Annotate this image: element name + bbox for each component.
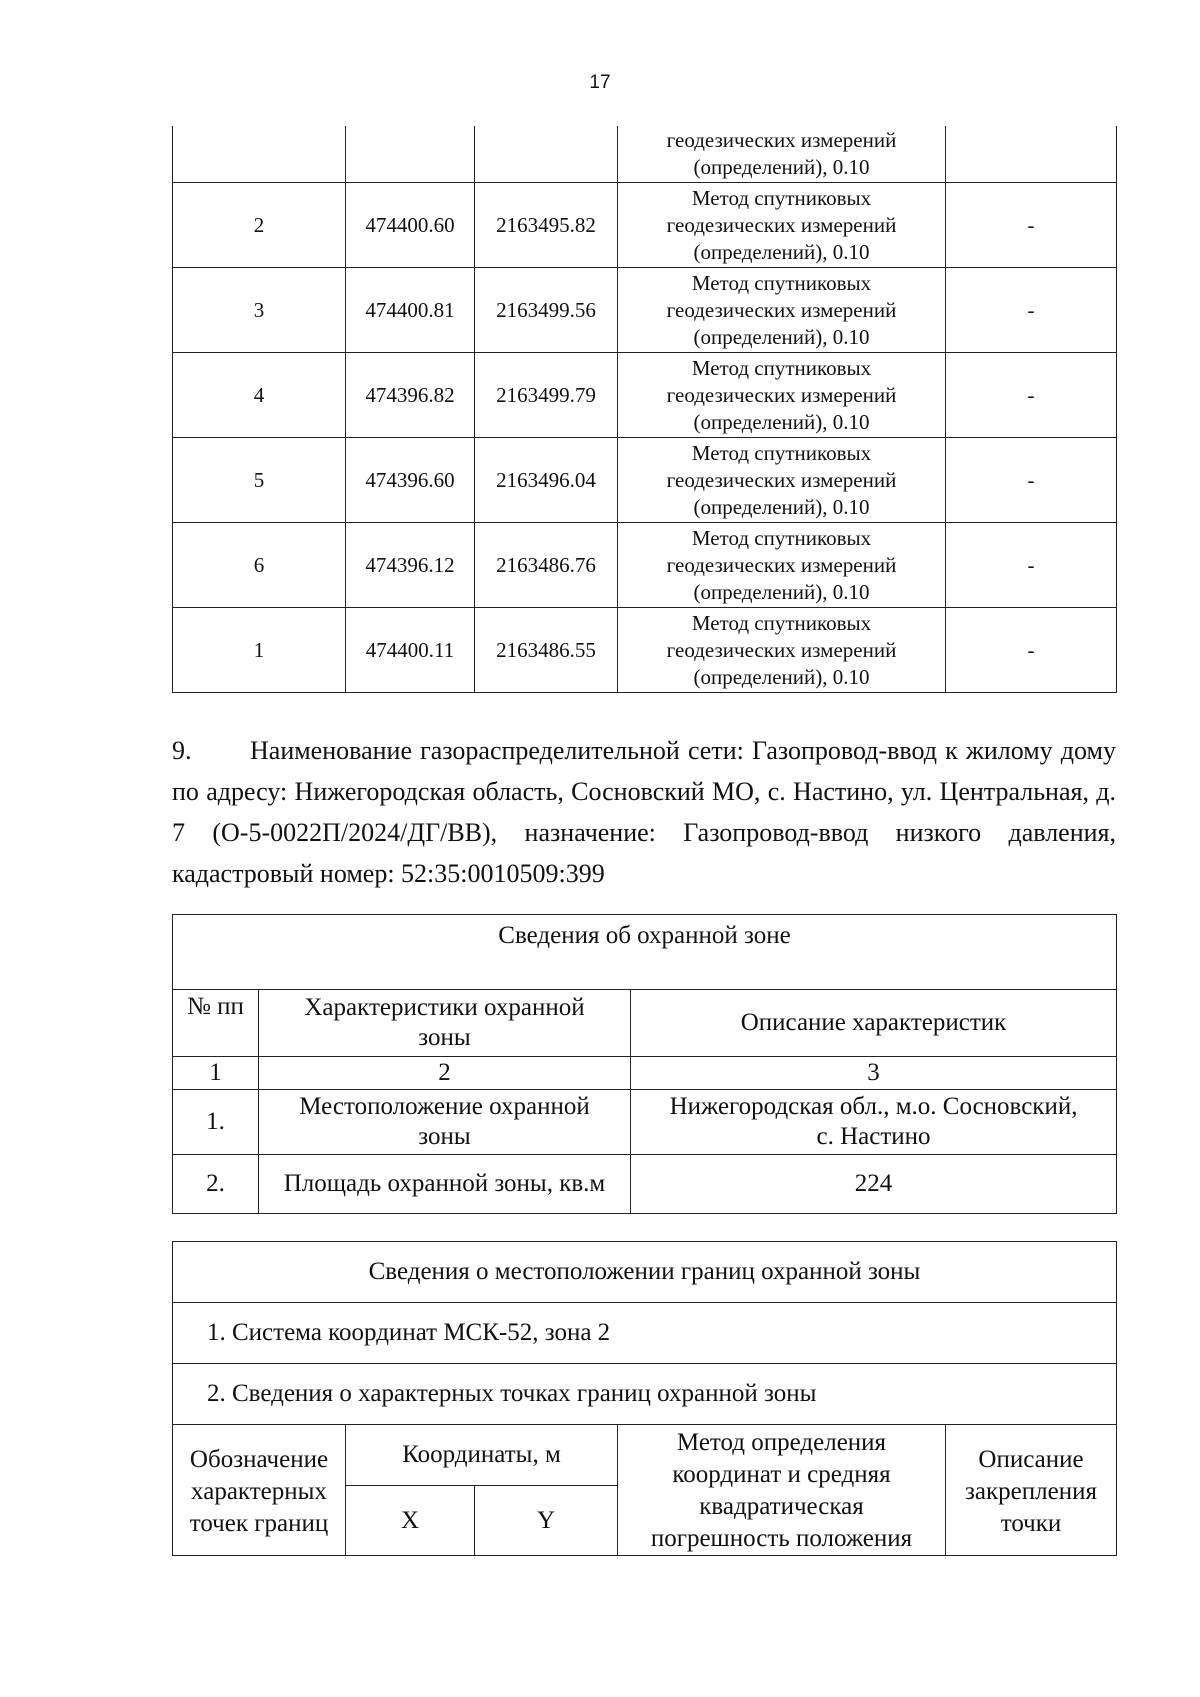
desc-cell: - bbox=[946, 353, 1117, 438]
x-cell: 474400.60 bbox=[346, 183, 475, 268]
header-x: X bbox=[346, 1486, 475, 1556]
section-paragraph bbox=[172, 730, 1116, 894]
x-cell: 474400.81 bbox=[346, 268, 475, 353]
table-title: Сведения об охранной зоне bbox=[173, 915, 1117, 990]
table-title: Сведения о местоположении границ охранной зоны bbox=[173, 1242, 1117, 1303]
y-cell: 2163486.76 bbox=[475, 523, 618, 608]
header-num: № пп bbox=[173, 990, 259, 1057]
table-row bbox=[173, 1364, 1117, 1425]
y-cell: 2163486.55 bbox=[475, 608, 618, 693]
protection-zone-table bbox=[172, 914, 1117, 1214]
desc-cell: - bbox=[946, 183, 1117, 268]
row-characteristic: Площадь охранной зоны, кв.м bbox=[259, 1155, 631, 1214]
desc-cell: - bbox=[946, 523, 1117, 608]
desc-cell: - bbox=[946, 608, 1117, 693]
coordinates-table bbox=[172, 126, 1117, 693]
table-row bbox=[173, 1155, 1117, 1214]
x-cell: 474396.12 bbox=[346, 523, 475, 608]
row-num: 2. bbox=[173, 1155, 259, 1214]
header-y: Y bbox=[475, 1486, 618, 1556]
point-cell: 3 bbox=[173, 268, 346, 353]
header-method: Метод определения координат и средняя квадратическая погрешность положения bbox=[618, 1425, 946, 1556]
coordinate-system-line: 1. Система координат МСК-52, зона 2 bbox=[173, 1303, 1117, 1364]
index-cell: 1 bbox=[173, 1057, 259, 1090]
row-characteristic: Местоположение охранной зоны bbox=[259, 1090, 631, 1155]
boundaries-table bbox=[172, 1241, 1117, 1556]
point-cell: 2 bbox=[173, 183, 346, 268]
x-cell bbox=[346, 126, 475, 183]
point-cell: 6 bbox=[173, 523, 346, 608]
method-cell: Метод спутниковых геодезических измерений (определений), 0.10 bbox=[618, 183, 946, 268]
y-cell: 2163499.79 bbox=[475, 353, 618, 438]
table-row bbox=[173, 523, 1117, 608]
table-row bbox=[173, 1303, 1117, 1364]
x-cell: 474396.60 bbox=[346, 438, 475, 523]
table-row bbox=[173, 1090, 1117, 1155]
row-description: Нижегородская обл., м.о. Сосновский, с. Настино bbox=[631, 1090, 1117, 1155]
desc-cell: - bbox=[946, 268, 1117, 353]
desc-cell bbox=[946, 126, 1117, 183]
index-cell: 3 bbox=[631, 1057, 1117, 1090]
point-cell: 5 bbox=[173, 438, 346, 523]
table-header-row bbox=[173, 990, 1117, 1057]
y-cell: 2163496.04 bbox=[475, 438, 618, 523]
row-description: 224 bbox=[631, 1155, 1117, 1214]
header-point: Обозначение характерных точек границ bbox=[173, 1425, 346, 1556]
row-num: 1. bbox=[173, 1090, 259, 1155]
method-cell: Метод спутниковых геодезических измерений (определений), 0.10 bbox=[618, 523, 946, 608]
table-row bbox=[173, 268, 1117, 353]
header-characteristics: Характеристики охранной зоны bbox=[259, 990, 631, 1057]
table-row bbox=[173, 915, 1117, 990]
header-description: Описание закрепления точки bbox=[946, 1425, 1117, 1556]
point-cell: 1 bbox=[173, 608, 346, 693]
x-cell: 474400.11 bbox=[346, 608, 475, 693]
method-cell: Метод спутниковых геодезических измерений (определений), 0.10 bbox=[618, 438, 946, 523]
point-cell bbox=[173, 126, 346, 183]
desc-cell: - bbox=[946, 438, 1117, 523]
y-cell bbox=[475, 126, 618, 183]
table-row bbox=[173, 1242, 1117, 1303]
header-coordinates: Координаты, м bbox=[346, 1425, 618, 1486]
points-info-line: 2. Сведения о характерных точках границ охранной зоны bbox=[173, 1364, 1117, 1425]
section-number: 9. bbox=[172, 736, 192, 765]
x-cell: 474396.82 bbox=[346, 353, 475, 438]
index-cell: 2 bbox=[259, 1057, 631, 1090]
section-text: Наименование газораспределительной сети: Газопровод-ввод к жилому дому по адресу: Нижегородская область, Сосновский МО, с. Настино, ул. Центральная, д. 7 (О-5-0022П/2024/ДГ/ВВ), назначение: Газопровод-ввод низкого давления, кадастровый номер: 52:35:0010509:399 bbox=[172, 736, 1116, 888]
method-cell: Метод спутниковых геодезических измерений (определений), 0.10 bbox=[618, 353, 946, 438]
y-cell: 2163499.56 bbox=[475, 268, 618, 353]
method-cell: геодезических измерений (определений), 0.10 bbox=[618, 126, 946, 183]
table-header-row bbox=[173, 1425, 1117, 1486]
table-row bbox=[173, 126, 1117, 183]
method-cell: Метод спутниковых геодезических измерений (определений), 0.10 bbox=[618, 268, 946, 353]
table-row bbox=[173, 438, 1117, 523]
header-description: Описание характеристик bbox=[631, 990, 1117, 1057]
table-row bbox=[173, 353, 1117, 438]
table-row bbox=[173, 608, 1117, 693]
page-number: 17 bbox=[589, 72, 611, 93]
table-row bbox=[173, 1057, 1117, 1090]
method-cell: Метод спутниковых геодезических измерений (определений), 0.10 bbox=[618, 608, 946, 693]
table-row bbox=[173, 183, 1117, 268]
y-cell: 2163495.82 bbox=[475, 183, 618, 268]
point-cell: 4 bbox=[173, 353, 346, 438]
